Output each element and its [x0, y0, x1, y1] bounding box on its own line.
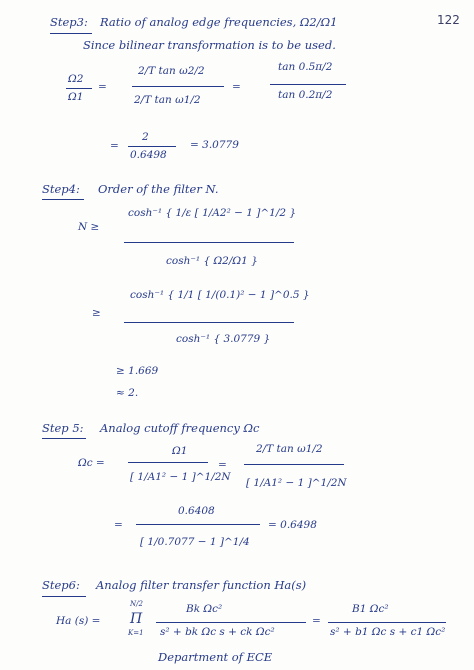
step6-lhs: Ha (s) = [56, 615, 101, 627]
footer-department: Department of ECE [158, 650, 273, 664]
step3-frac3-bar [128, 146, 176, 147]
step3-underline [50, 33, 92, 34]
step3-frac2-bar [270, 84, 346, 85]
step3-subtitle: Since bilinear transformation is to be used. [83, 38, 336, 52]
page-number: 122 [437, 13, 460, 27]
step5-underline [42, 438, 86, 439]
step4-den1: cosh⁻¹ { Ω2/Ω1 } [166, 255, 258, 267]
step3-eq2: = [232, 81, 241, 93]
step6-f-num: Bk Ωc² [186, 603, 223, 615]
step4-title: Order of the filter N. [98, 182, 219, 196]
step3-lhs-num: Ω2 [68, 73, 84, 85]
step4-heading: Step4: [42, 182, 80, 196]
step5-f3-num: 0.6408 [178, 505, 215, 517]
step5-lhs: Ωc = [78, 457, 105, 469]
step3-eq3: = [110, 140, 119, 152]
step3-heading: Step3: [50, 15, 88, 29]
step5-f2-den: [ 1/A1² − 1 ]^1/2N [246, 477, 347, 489]
step5-f2-num: 2/T tan ω1/2 [256, 443, 323, 455]
step5-f2-bar [244, 464, 344, 465]
step5-result: = 0.6498 [268, 519, 317, 531]
step5-f1-bar [128, 462, 208, 463]
step6-underline [42, 596, 86, 597]
step5-f1-num: Ω1 [172, 445, 188, 457]
step3-frac2-num: tan 0.5π/2 [278, 61, 333, 73]
step4-ge2: ≥ [92, 307, 101, 319]
step4-bar2 [124, 322, 294, 323]
step3-title: Ratio of analog edge frequencies, Ω2/Ω1 [100, 15, 338, 29]
step3-frac3-num: 2 [142, 131, 149, 143]
step3-frac2-den: tan 0.2π/2 [278, 89, 333, 101]
step6-heading: Step6: [42, 578, 80, 592]
step4-den2: cosh⁻¹ { 3.0779 } [176, 333, 271, 345]
step5-eq2: = [114, 519, 123, 531]
step6-r-bar [328, 622, 446, 623]
step6-eq: = [312, 615, 321, 627]
step4-res2: ≈ 2. [116, 387, 139, 399]
step3-frac1-num: 2/T tan ω2/2 [138, 65, 205, 77]
step3-result: = 3.0779 [190, 139, 239, 151]
step5-f1-den: [ 1/A1² − 1 ]^1/2N [130, 471, 231, 483]
step5-title: Analog cutoff frequency Ωc [100, 421, 260, 435]
step3-frac1-bar [132, 86, 224, 87]
step6-f-bar [156, 622, 306, 623]
step6-prod-bottom: K=1 [128, 629, 144, 637]
step4-bar1 [124, 242, 294, 243]
step6-r-num: B1 Ωc² [352, 603, 389, 615]
step3-frac1-den: 2/T tan ω1/2 [134, 94, 201, 106]
step4-res1: ≥ 1.669 [116, 365, 159, 377]
step5-eq: = [218, 459, 227, 471]
step6-title: Analog filter transfer function Ha(s) [96, 578, 307, 592]
step4-num2: cosh⁻¹ { 1/1 [ 1/(0.1)² − 1 ]^0.5 } [130, 289, 310, 301]
step5-heading: Step 5: [42, 421, 84, 435]
step3-frac3-den: 0.6498 [130, 149, 167, 161]
step3-lhs-den: Ω1 [68, 91, 84, 103]
step5-f3-den: [ 1/0.7077 − 1 ]^1/4 [140, 536, 250, 548]
step4-underline [42, 199, 84, 200]
step6-prod-symbol: Π [130, 611, 143, 627]
step5-f3-bar [136, 524, 260, 525]
step6-f-den: s² + bk Ωc s + ck Ωc² [160, 626, 275, 638]
step6-r-den: s² + b1 Ωc s + c1 Ωc² [330, 626, 446, 638]
step4-num1: cosh⁻¹ { 1/ε [ 1/A2² − 1 ]^1/2 } [128, 207, 297, 219]
step4-n-ge: N ≥ [78, 221, 100, 233]
step3-eq1: = [98, 81, 107, 93]
step6-prod-top: N/2 [130, 600, 143, 608]
step3-lhs-bar [66, 88, 92, 89]
